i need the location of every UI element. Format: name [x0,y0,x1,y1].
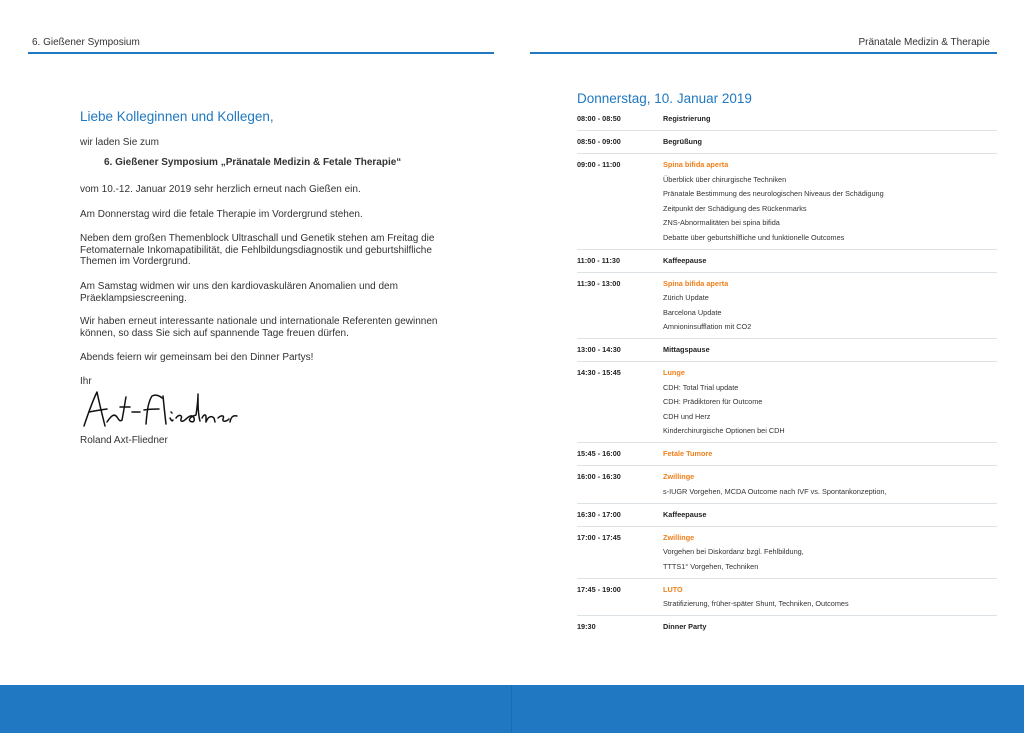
session-title: Zwillinge [663,532,695,542]
row-divider [577,442,997,443]
session-topic: CDH: Total Trial update [663,382,739,392]
footer-bar [0,685,1024,733]
letter-greeting: Liebe Kolleginnen und Kollegen, [80,109,274,124]
session-time: 15:45 - 16:00 [577,449,621,458]
letter-paragraph: Am Donnerstag wird die fetale Therapie im Vordergrund stehen. [80,209,363,220]
session-topic: ZNS-Abnormalitäten bei spina bifida [663,218,780,227]
row-divider [577,338,997,339]
letter-closing: Ihr [80,376,92,387]
session-title: Dinner Party [663,622,707,631]
left-page [0,0,512,685]
row-divider [577,503,997,504]
footer-page-divider [511,685,512,733]
header-left-title: 6. Gießener Symposium [32,37,140,48]
session-title: Fetale Tumore [663,449,713,458]
letter-paragraph: vom 10.-12. Januar 2019 sehr herzlich erneut nach Gießen ein. [80,184,361,195]
session-topic: Pränatale Bestimmung des neurologischen Niveaus der Schädigung [663,189,884,198]
session-title: Kaffeepause [663,509,707,519]
session-title: Spina bifida aperta [663,278,729,288]
row-divider [577,249,997,250]
row-divider [577,615,997,616]
session-time: 13:00 - 14:30 [577,345,621,354]
row-divider [577,578,997,579]
letter-invite: wir laden Sie zum [80,137,159,148]
session-topic: Stratifizierung, früher-später Shunt, Techniken, Outcomes [663,599,849,608]
session-topic: Überblick über chirurgische Techniken [663,174,787,184]
schedule-day-title: Donnerstag, 10. Januar 2019 [577,91,752,106]
header-right-title: Pränatale Medizin & Therapie [858,37,990,48]
letter-paragraph: Neben dem großen Themenblock Ultraschall und Genetik stehen am Freitag die Fetomaternale Inkomapatibilität, die Fehlbildungsdiagnostik und geburtshilfliche Themen im Vordergrund. [80,233,435,267]
session-time: 19:30 [577,622,596,631]
symposium-title: 6. Gießener Symposium „Pränatale Medizin & Fetale Therapie“ [104,157,402,168]
session-title: Spina bifida aperta [663,160,729,169]
letter-paragraph: Wir haben erneut interessante nationale und internationale Referenten gewinnen können, so dass Sie sich auf spannende Tage freuen dürfen. [80,316,438,339]
row-divider [577,153,997,154]
row-divider [577,361,997,362]
session-topic: TTTS1° Vorgehen, Techniken [663,561,759,571]
session-time: 11:00 - 11:30 [577,255,621,265]
session-title: Zwillinge [663,472,695,481]
row-divider [577,526,997,527]
session-title: LUTO [663,584,683,594]
row-divider [577,272,997,273]
session-topic: s-IUGR Vorgehen, MCDA Outcome nach IVF vs. Spontankonzeption, [663,486,887,496]
session-time: 08:00 - 08:50 [577,114,621,123]
session-title: Mittagspause [663,345,710,354]
session-time: 08:50 - 09:00 [577,137,621,146]
row-divider [577,130,997,131]
session-time: 17:45 - 19:00 [577,584,621,594]
session-topic: Zürich Update [663,293,709,302]
session-time: 16:00 - 16:30 [577,472,621,481]
header-divider [28,52,494,54]
right-page [512,0,1024,685]
session-topic: Kinderchirurgische Optionen bei CDH [663,426,785,435]
row-divider [577,465,997,466]
session-title: Registrierung [663,114,711,123]
session-title: Kaffeepause [663,255,707,265]
session-time: 11:30 - 13:00 [577,278,621,288]
session-topic: CDH und Herz [663,411,711,421]
session-time: 16:30 - 17:00 [577,509,621,519]
session-topic: CDH: Prädiktoren für Outcome [663,397,763,406]
session-time: 09:00 - 11:00 [577,160,621,169]
session-topic: Amnioninsufflation mit CO2 [663,322,752,331]
session-title: Lunge [663,368,685,377]
signer-name: Roland Axt-Fliedner [80,435,168,446]
session-time: 17:00 - 17:45 [577,532,621,542]
letter-paragraph: Abends feiern wir gemeinsam bei den Dinner Partys! [80,352,314,363]
session-topic: Zeitpunkt der Schädigung des Rückenmarks [663,203,807,213]
session-topic: Debatte über geburtshilfliche und funktionelle Outcomes [663,232,845,242]
session-topic: Vorgehen bei Diskordanz bzgl. Fehlbildung, [663,547,804,556]
session-topic: Barcelona Update [663,307,722,317]
session-time: 14:30 - 15:45 [577,368,621,377]
signature-image [80,388,240,430]
header-divider [530,52,997,54]
letter-paragraph: Am Samstag widmen wir uns den kardiovaskulären Anomalien und dem Präeklampsiescreening. [80,281,398,304]
session-title: Begrüßung [663,137,702,146]
